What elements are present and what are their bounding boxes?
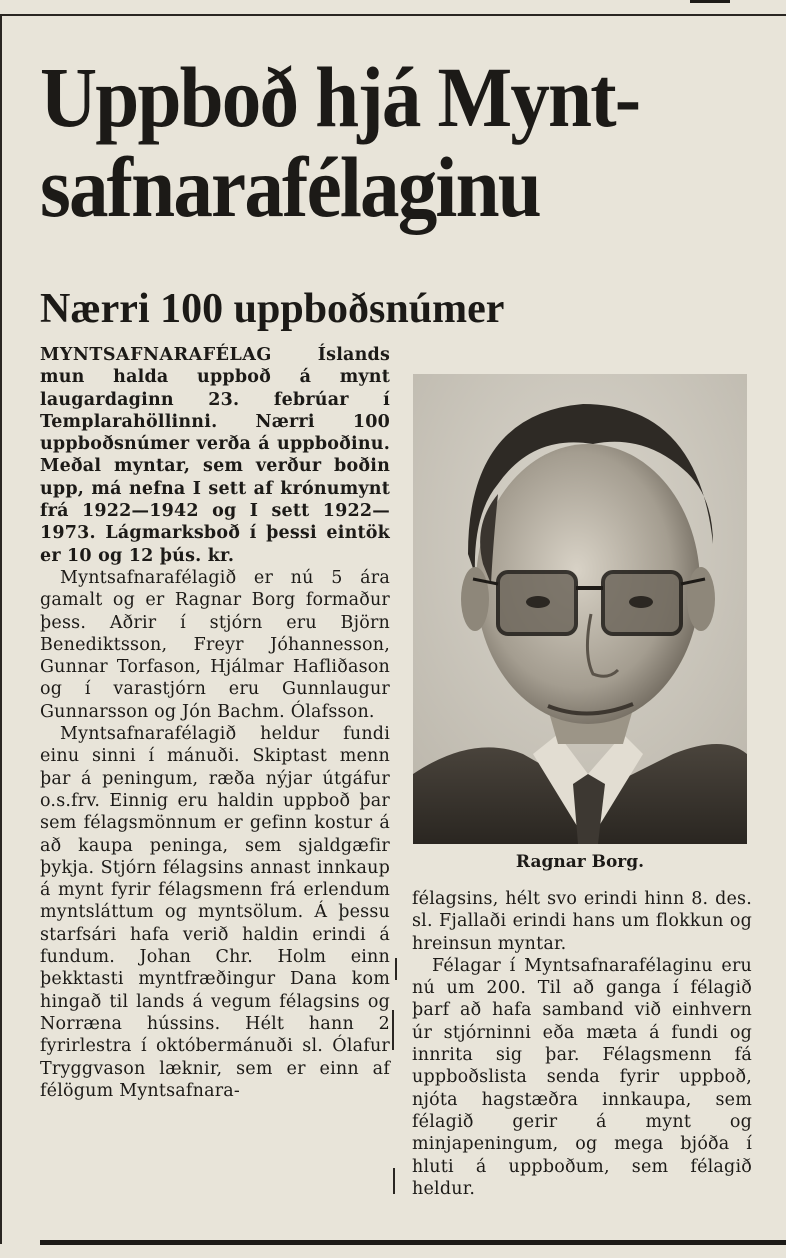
body-paragraph: Myntsafnarafélagið heldur fundi einu sinni í mánuði. Skiptast menn þar á peningum, ræða nýjar útgáfur o.s.frv. Einnig eru haldin uppboð þar sem félagsmönnum er gefinn kostur á að kaupa peninga, sem sjaldgæfir þykja. Stjórn félagsins annast innkaup á mynt fyrir félagsmenn frá erlendum myntsláttum og myntsölum. Á þessu starfsári hafa verið haldin erindi á fundum. Johan Chr. Holm einn þekktasti myntfræðingur Dana kom hingað til lands á vegum félagsins og Norræna hússins. Hélt hann 2 fyrirlestra í októbermánuði sl. Ólafur Tryggvason læknir, sem er einn af félögum Myntsafnara- bbox=[40, 724, 390, 1101]
margin-mark bbox=[393, 1168, 395, 1194]
margin-mark bbox=[392, 1010, 394, 1050]
lede-text: Íslands mun halda uppboð á mynt laugardaginn 23. febrúar í Templarahöllinni. Nærri 100 uppboðsnúmer verða á uppboðinu. Meðal myntar, sem verður boðin upp, má nefna I sett af krónumynt frá 1922—1942 og I sett 1922—1973. Lágmarksboð í þessi eintök er 10 og 12 þús. kr. bbox=[40, 345, 390, 566]
bottom-rule bbox=[40, 1240, 786, 1245]
left-rule bbox=[0, 14, 2, 1244]
body-paragraph: Félagar í Myntsafnarafélaginu eru nú um 200. Til að ganga í félagið þarf að hafa samband við einhvern úr stjórninni eða mæta á fundi og innrita sig þar. Félagsmenn fá uppboðslista senda fyrir uppboð, njóta hagstæðra innkaupa, sem félagið gerir á mynt og minjapeningum, og mega bjóða í hluti á uppboðum, sem félagið heldur. bbox=[412, 955, 752, 1199]
right-column bbox=[412, 888, 752, 1200]
portrait-photo bbox=[413, 374, 747, 844]
top-mark bbox=[690, 0, 730, 9]
headline-line-2: safnarafélaginu bbox=[40, 139, 540, 235]
headline-line-1: Uppboð hjá Mynt- bbox=[40, 49, 640, 145]
body-paragraph: Myntsafnarafélagið er nú 5 ára gamalt og er Ragnar Borg formaður þess. Aðrir í stjórn eru Björn Benediktsson, Freyr Jóhannesson, Gunnar Torfason, Hjálmar Hafliðason og í varastjórn eru Gunnlaugur Gunnarsson og Jón Bachm. Ólafsson. bbox=[40, 567, 390, 722]
body-paragraph: félagsins, hélt svo erindi hinn 8. des. sl. Fjallaði erindi hans um flokkun og hreinsun myntar. bbox=[412, 889, 752, 954]
margin-mark bbox=[395, 958, 397, 980]
lede-kicker: MYNTSAFNARAFÉLAG bbox=[40, 345, 272, 365]
photo-caption: Ragnar Borg. bbox=[515, 852, 645, 872]
top-rule bbox=[0, 14, 786, 16]
portrait-image bbox=[413, 374, 747, 844]
subheadline: Nærri 100 uppboðsnúmer bbox=[40, 286, 505, 332]
left-column bbox=[40, 344, 390, 1102]
headline bbox=[40, 49, 702, 235]
lede-paragraph bbox=[40, 344, 390, 567]
